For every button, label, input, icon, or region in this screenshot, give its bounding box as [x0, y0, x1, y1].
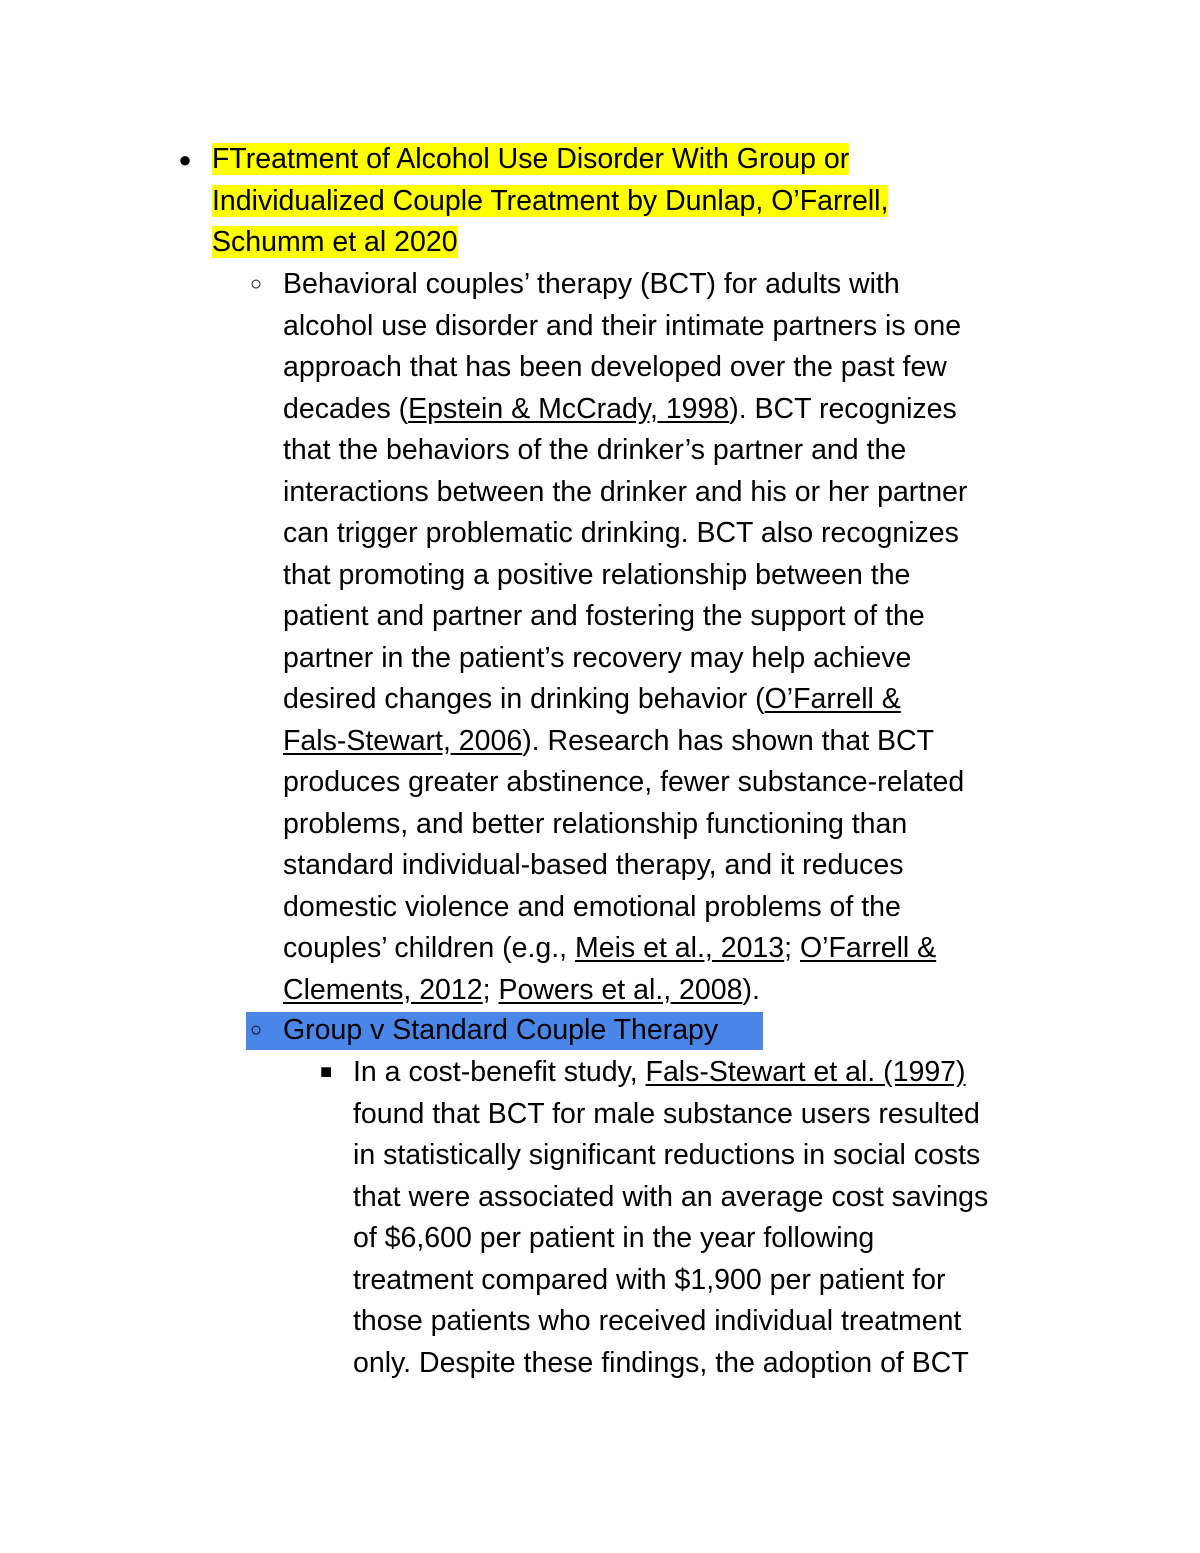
paragraph-line: approach that has been developed over the past few: [283, 351, 947, 383]
paragraph-line: can trigger problematic drinking. BCT also recognizes: [283, 517, 959, 549]
citation-link-ofarrell-2012-cont[interactable]: Clements, 2012: [283, 973, 483, 1006]
paragraph-line: domestic violence and emotional problems of the: [283, 890, 901, 923]
paragraph-line: that promoting a positive relationship between the: [283, 558, 911, 591]
filled-square-bullet-icon: ■: [319, 1061, 333, 1083]
paragraph-line: that were associated with an average cost savings: [353, 1180, 989, 1213]
paragraph-line: patient and partner and fostering the support of the: [283, 600, 925, 632]
paragraph-line: Fals-Stewart, 2006). Research has shown that BCT: [283, 724, 935, 757]
paragraph-line: partner in the patient’s recovery may help achieve: [283, 641, 912, 674]
paragraph-line: those patients who received individual treatment: [353, 1305, 962, 1337]
paragraph-line: couples’ children (e.g., Meis et al., 2013; O’Farrell &: [283, 932, 937, 964]
bct-paragraph-item: [249, 264, 1083, 1011]
citation-link-epstein[interactable]: Epstein & McCrady, 1998: [408, 392, 730, 425]
citation-link-ofarrell-2006-cont[interactable]: Fals-Stewart, 2006: [283, 724, 523, 757]
hollow-circle-bullet-icon: ○: [249, 273, 263, 295]
heading-line-2: Individualized Couple Treatment by Dunlap, O’Farrell,: [212, 184, 889, 217]
citation-link-ofarrell-2006[interactable]: O’Farrell &: [764, 683, 901, 715]
paragraph-line: Clements, 2012; Powers et al., 2008).: [283, 973, 760, 1006]
heading-line-1: FTreatment of Alcohol Use Disorder With Group or: [212, 143, 850, 175]
paragraph-line: desired changes in drinking behavior (O’Farrell &: [283, 683, 901, 715]
citation-link-fals-stewart-1997[interactable]: Fals-Stewart et al. (1997): [645, 1056, 966, 1088]
citation-link-powers[interactable]: Powers et al., 2008: [498, 973, 743, 1006]
citation-link-ofarrell-2012[interactable]: O’Farrell &: [799, 932, 937, 964]
subheading-list-item: [249, 1010, 1083, 1052]
heading-list-item: [178, 139, 1012, 264]
filled-circle-bullet-icon: ●: [178, 147, 192, 172]
paragraph-line: found that BCT for male substance users resulted: [353, 1097, 980, 1130]
paragraph-line: produces greater abstinence, fewer substance-related: [283, 766, 965, 798]
paragraph-line: decades (Epstein & McCrady, 1998). BCT recognizes: [283, 392, 957, 425]
paragraph-line: of $6,600 per patient in the year following: [353, 1222, 875, 1254]
paragraph-line: treatment compared with $1,900 per patient for: [353, 1263, 946, 1296]
paragraph-line: alcohol use disorder and their intimate partners is one: [283, 309, 962, 342]
paragraph-line: Behavioral couples’ therapy (BCT) for adults with: [283, 268, 900, 300]
paragraph-line: standard individual-based therapy, and it reduces: [283, 849, 904, 881]
paragraph-line: problems, and better relationship functioning than: [283, 807, 908, 840]
citation-link-meis[interactable]: Meis et al., 2013: [575, 932, 785, 964]
paragraph-line: interactions between the drinker and his or her partner: [283, 475, 968, 508]
paragraph-line: In a cost-benefit study, Fals-Stewart et al. (1997): [353, 1056, 966, 1088]
cost-benefit-paragraph-item: [319, 1052, 1113, 1384]
subheading-label: Group v Standard Couple Therapy: [283, 1014, 719, 1046]
paragraph-line: only. Despite these findings, the adoption of BCT: [353, 1346, 969, 1379]
hollow-circle-bullet-icon: ○: [249, 1019, 263, 1041]
paragraph-line: in statistically significant reductions in social costs: [353, 1139, 981, 1171]
paragraph-line: that the behaviors of the drinker’s partner and the: [283, 434, 907, 466]
heading-line-3: Schumm et al 2020: [212, 226, 458, 258]
